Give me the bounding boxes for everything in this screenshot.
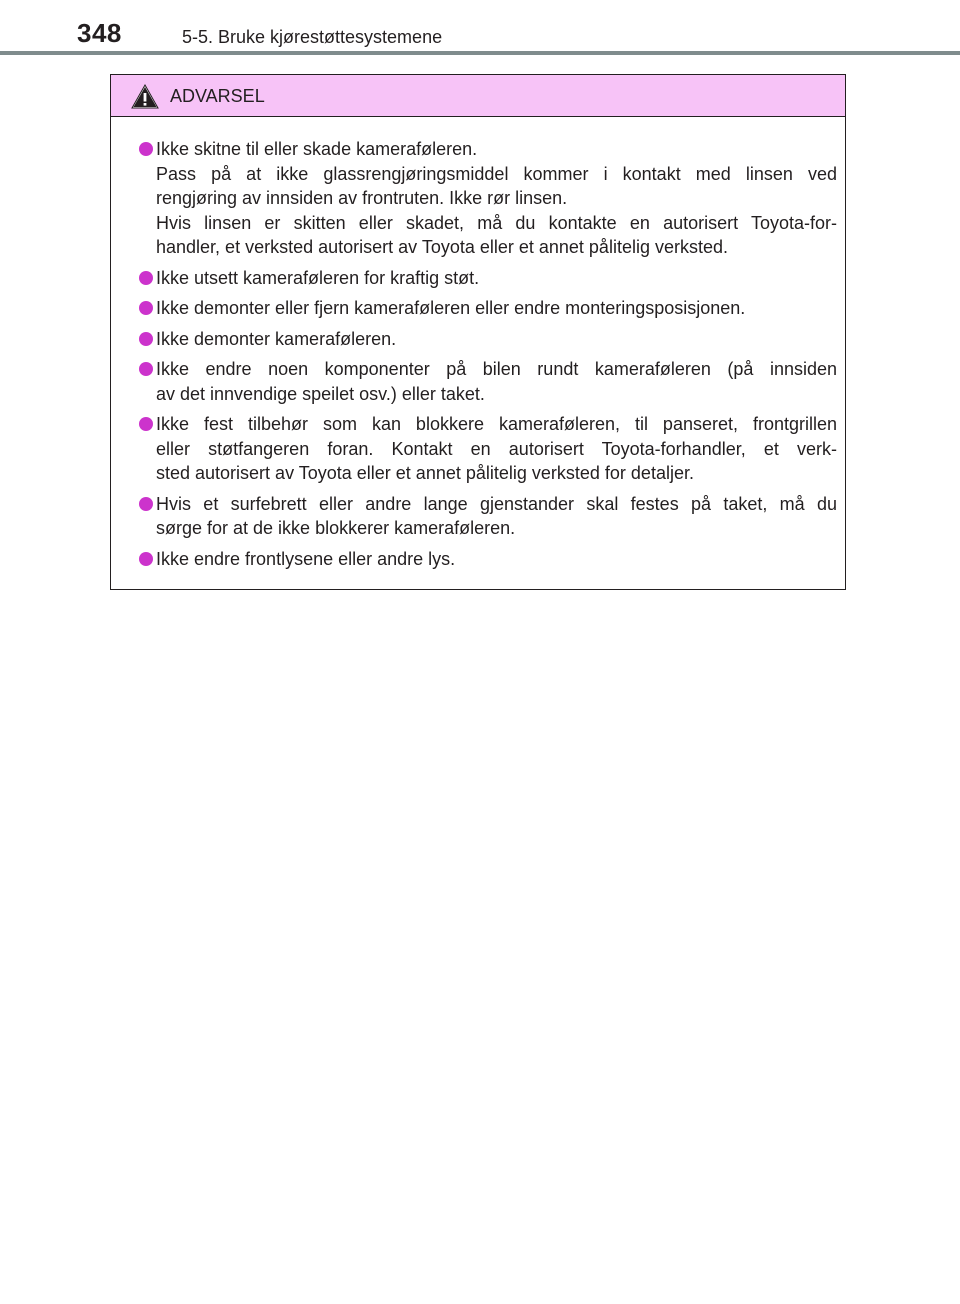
warning-item-line: rengjøring av innsiden av frontruten. Ikke rør linsen. bbox=[156, 188, 568, 208]
bullet-icon bbox=[139, 332, 153, 346]
warning-title: ADVARSEL bbox=[170, 86, 265, 106]
warning-item-line: Ikke utsett kameraføleren for kraftig støt. bbox=[156, 267, 480, 288]
warning-list bbox=[111, 137, 845, 577]
warning-item-line: Pass på at ikke glassrengjøringsmiddel kommer i kontakt med linsen ved bbox=[156, 163, 837, 184]
warning-item-line: Hvis linsen er skitten eller skadet, må du kontakte en autorisert Toyota-for- bbox=[156, 212, 837, 233]
warning-item-line: sted autorisert av Toyota eller et annet pålitelig verksted for detaljer. bbox=[156, 463, 694, 483]
warning-item bbox=[111, 137, 845, 260]
bullet-icon bbox=[139, 301, 153, 315]
bullet-icon bbox=[139, 417, 153, 431]
warning-item bbox=[111, 327, 845, 352]
warning-item-line: av det innvendige speilet osv.) eller taket. bbox=[156, 383, 485, 404]
warning-box bbox=[110, 74, 846, 590]
warning-item-line: sørge for at de ikke blokkerer kameraføleren. bbox=[156, 518, 516, 538]
bullet-icon bbox=[139, 362, 153, 376]
warning-item bbox=[111, 492, 845, 541]
warning-item-line: Ikke demonter eller fjern kameraføleren eller endre monteringsposisjonen. bbox=[156, 298, 746, 318]
warning-item-line: Ikke skitne til eller skade kameraføleren. bbox=[156, 139, 478, 159]
warning-item bbox=[111, 266, 845, 291]
warning-item-line: Hvis et surfebrett eller andre lange gjenstander skal festes på taket, må du bbox=[156, 493, 837, 514]
bullet-icon bbox=[139, 552, 153, 566]
section-title: 5-5. Bruke kjørestøttesystemene bbox=[182, 27, 443, 47]
page-header bbox=[0, 0, 960, 48]
warning-item bbox=[111, 357, 845, 406]
warning-header bbox=[111, 75, 845, 117]
bullet-icon bbox=[139, 497, 153, 511]
warning-item-line: Ikke fest tilbehør som kan blokkere kameraføleren, til panseret, frontgrillen bbox=[156, 414, 837, 434]
warning-item bbox=[111, 547, 845, 572]
warning-item-line: handler, et verksted autorisert av Toyota eller et annet pålitelig verksted. bbox=[156, 237, 728, 257]
warning-item bbox=[111, 412, 845, 486]
warning-item-line: Ikke demonter kameraføleren. bbox=[156, 328, 397, 349]
header-rule bbox=[0, 51, 960, 55]
bullet-icon bbox=[139, 271, 153, 285]
warning-item-line: eller støtfangeren foran. Kontakt en autorisert Toyota-forhandler, et verk- bbox=[156, 438, 837, 459]
warning-item bbox=[111, 296, 845, 321]
warning-triangle-icon bbox=[131, 84, 159, 109]
warning-item-line: Ikke endre noen komponenter på bilen rundt kameraføleren (på innsiden bbox=[156, 359, 837, 379]
warning-item-line: Ikke endre frontlysene eller andre lys. bbox=[156, 548, 456, 569]
page-number: 348 bbox=[77, 18, 122, 48]
bullet-icon bbox=[139, 142, 153, 156]
